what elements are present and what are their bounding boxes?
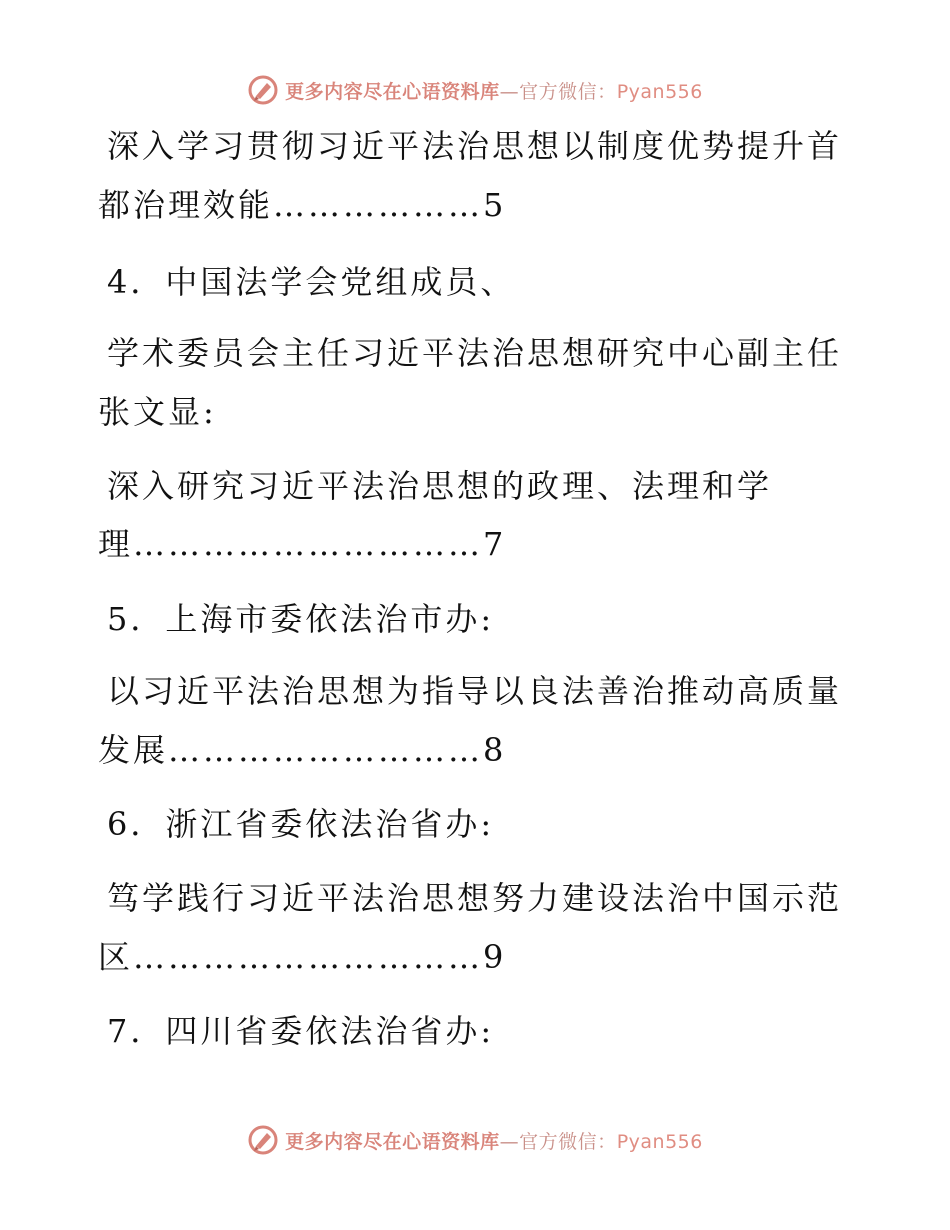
toc-line: 都治理效能………………5 (98, 186, 507, 224)
footer-text (285, 1127, 703, 1154)
toc-line: 深入学习贯彻习近平法治思想以制度优势提升首 (107, 127, 843, 165)
toc-line: 以习近平法治思想为指导以良法善治推动高质量 (107, 672, 843, 710)
toc-line: 笃学践行习近平法治思想努力建设法治中国示范 (107, 879, 843, 917)
header-wechat-id: Pyan556 (616, 80, 703, 103)
footer-watermark (0, 1120, 950, 1160)
toc-line: 区…………………………9 (98, 938, 507, 976)
toc-line: 6．浙江省委依法治省办: (107, 805, 495, 843)
header-text (285, 77, 703, 104)
toc-line: 4．中国法学会党组成员、 (107, 263, 516, 301)
footer-main-text: 更多内容尽在心语资料库 (285, 1130, 500, 1153)
toc-line: 5．上海市委依法治市办: (107, 600, 495, 638)
header-watermark (0, 70, 950, 110)
footer-wechat-label: 官方微信： (519, 1130, 617, 1153)
toc-line: 7．四川省委依法治省办: (107, 1012, 495, 1050)
header-separator: — (499, 80, 520, 103)
pen-logo-icon (247, 74, 279, 106)
toc-line: 学术委员会主任习近平法治思想研究中心副主任 (107, 334, 843, 372)
toc-line: 张文显: (98, 393, 217, 431)
toc-line: 发展………………………8 (98, 731, 507, 769)
footer-separator: — (499, 1130, 520, 1153)
toc-line: 理…………………………7 (98, 525, 507, 563)
pen-logo-icon (247, 1124, 279, 1156)
footer-wechat-id: Pyan556 (616, 1130, 703, 1153)
toc-line: 深入研究习近平法治思想的政理、法理和学 (107, 467, 773, 505)
header-main-text: 更多内容尽在心语资料库 (285, 80, 500, 103)
header-wechat-label: 官方微信： (519, 80, 617, 103)
